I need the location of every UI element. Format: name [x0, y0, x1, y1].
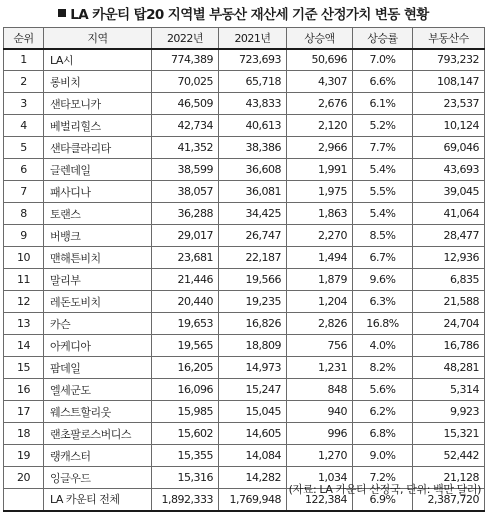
increase-amount-cell: 1,863: [287, 203, 353, 225]
property-count-cell: 10,124: [413, 115, 485, 137]
value-2022-cell: 19,565: [152, 335, 219, 357]
region-cell: 말리부: [44, 269, 152, 291]
region-cell: 샌타모니카: [44, 93, 152, 115]
rank-cell: 14: [4, 335, 44, 357]
increase-rate-cell: 6.7%: [353, 247, 413, 269]
region-cell: 랜초팔로스버디스: [44, 423, 152, 445]
value-2022-cell: 38,057: [152, 181, 219, 203]
rank-cell: 20: [4, 467, 44, 489]
increase-rate-cell: 7.7%: [353, 137, 413, 159]
property-count-cell: 23,537: [413, 93, 485, 115]
rank-cell: 16: [4, 379, 44, 401]
value-2022-cell: 23,681: [152, 247, 219, 269]
header-increase-amount: 상승액: [287, 28, 353, 49]
value-2022-cell: 774,389: [152, 49, 219, 71]
region-cell: LA 카운티 전체: [44, 489, 152, 511]
increase-amount-cell: 2,966: [287, 137, 353, 159]
property-count-cell: 16,786: [413, 335, 485, 357]
rank-cell: 3: [4, 93, 44, 115]
region-cell: 랭캐스터: [44, 445, 152, 467]
page-title: [0, 2, 487, 24]
rank-cell: 13: [4, 313, 44, 335]
rank-cell: 15: [4, 357, 44, 379]
property-count-cell: 12,936: [413, 247, 485, 269]
increase-rate-cell: 5.2%: [353, 115, 413, 137]
table-row: [4, 357, 485, 379]
increase-rate-cell: 8.2%: [353, 357, 413, 379]
region-cell: 베벌리힐스: [44, 115, 152, 137]
table-row: [4, 159, 485, 181]
increase-rate-cell: 7.2%: [353, 467, 413, 489]
value-2021-cell: 19,566: [219, 269, 287, 291]
rank-cell: 2: [4, 71, 44, 93]
table-row: [4, 93, 485, 115]
value-2021-cell: 14,282: [219, 467, 287, 489]
increase-amount-cell: 2,270: [287, 225, 353, 247]
square-bullet-icon: [58, 9, 66, 17]
table-row: [4, 225, 485, 247]
value-2021-cell: 19,235: [219, 291, 287, 313]
table-row: [4, 203, 485, 225]
source-note: (자료: LA 카운티 산정국, 단위: 백만 달러): [288, 483, 481, 496]
property-count-cell: 5,314: [413, 379, 485, 401]
value-2022-cell: 15,985: [152, 401, 219, 423]
value-2022-cell: 1,892,333: [152, 489, 219, 511]
region-cell: 웨스트할리웃: [44, 401, 152, 423]
table-row: [4, 269, 485, 291]
increase-amount-cell: 1,034: [287, 467, 353, 489]
region-cell: 아케디아: [44, 335, 152, 357]
value-2021-cell: 65,718: [219, 71, 287, 93]
value-2022-cell: 15,355: [152, 445, 219, 467]
value-2021-cell: 36,081: [219, 181, 287, 203]
region-cell: 팜데일: [44, 357, 152, 379]
table-row: [4, 313, 485, 335]
table-row: [4, 247, 485, 269]
value-2022-cell: 16,205: [152, 357, 219, 379]
table-row: [4, 401, 485, 423]
rank-cell: 19: [4, 445, 44, 467]
increase-amount-cell: 50,696: [287, 49, 353, 71]
value-2021-cell: 15,247: [219, 379, 287, 401]
table-body: [4, 49, 485, 511]
table-row: [4, 291, 485, 313]
increase-amount-cell: 2,826: [287, 313, 353, 335]
rank-cell: 10: [4, 247, 44, 269]
rank-cell: 9: [4, 225, 44, 247]
increase-amount-cell: 1,975: [287, 181, 353, 203]
value-2022-cell: 21,446: [152, 269, 219, 291]
increase-rate-cell: 4.0%: [353, 335, 413, 357]
property-count-cell: 6,835: [413, 269, 485, 291]
region-cell: 카슨: [44, 313, 152, 335]
increase-amount-cell: 122,384: [287, 489, 353, 511]
value-2021-cell: 38,386: [219, 137, 287, 159]
header-2021: 2021년: [219, 28, 287, 49]
value-2021-cell: 14,084: [219, 445, 287, 467]
rank-cell: 4: [4, 115, 44, 137]
property-count-cell: 108,147: [413, 71, 485, 93]
increase-amount-cell: 756: [287, 335, 353, 357]
property-count-cell: 41,064: [413, 203, 485, 225]
value-2021-cell: 1,769,948: [219, 489, 287, 511]
region-cell: 샌타클라리타: [44, 137, 152, 159]
value-2021-cell: 22,187: [219, 247, 287, 269]
title-text: LA 카운티 탑20 지역별 부동산 재산세 기준 산정가치 변동 현황: [70, 7, 429, 23]
increase-rate-cell: 9.0%: [353, 445, 413, 467]
property-count-cell: 52,442: [413, 445, 485, 467]
property-count-cell: 28,477: [413, 225, 485, 247]
value-2022-cell: 38,599: [152, 159, 219, 181]
value-2022-cell: 41,352: [152, 137, 219, 159]
property-count-cell: 9,923: [413, 401, 485, 423]
increase-amount-cell: 1,879: [287, 269, 353, 291]
header-region: 지역: [44, 28, 152, 49]
increase-rate-cell: 5.6%: [353, 379, 413, 401]
table-row: [4, 379, 485, 401]
increase-rate-cell: 16.8%: [353, 313, 413, 335]
rank-cell: 17: [4, 401, 44, 423]
value-2022-cell: 15,316: [152, 467, 219, 489]
value-2021-cell: 43,833: [219, 93, 287, 115]
rank-cell: 12: [4, 291, 44, 313]
region-cell: 잉글우드: [44, 467, 152, 489]
property-count-cell: 2,387,720: [413, 489, 485, 511]
region-cell: 엘세군도: [44, 379, 152, 401]
value-2021-cell: 723,693: [219, 49, 287, 71]
value-2021-cell: 40,613: [219, 115, 287, 137]
value-2021-cell: 16,826: [219, 313, 287, 335]
header-increase-rate: 상승률: [353, 28, 413, 49]
region-cell: LA시: [44, 49, 152, 71]
increase-amount-cell: 1,991: [287, 159, 353, 181]
value-2022-cell: 16,096: [152, 379, 219, 401]
property-count-cell: 793,232: [413, 49, 485, 71]
header-rank: 순위: [4, 28, 44, 49]
table-row: [4, 49, 485, 71]
property-count-cell: 43,693: [413, 159, 485, 181]
region-cell: 레돈도비치: [44, 291, 152, 313]
value-2021-cell: 36,608: [219, 159, 287, 181]
increase-amount-cell: 940: [287, 401, 353, 423]
value-2022-cell: 36,288: [152, 203, 219, 225]
increase-amount-cell: 1,494: [287, 247, 353, 269]
rank-cell: 5: [4, 137, 44, 159]
region-cell: 롱비치: [44, 71, 152, 93]
value-2022-cell: 46,509: [152, 93, 219, 115]
increase-rate-cell: 5.5%: [353, 181, 413, 203]
rank-cell: 1: [4, 49, 44, 71]
value-2021-cell: 26,747: [219, 225, 287, 247]
region-cell: 맨해튼비치: [44, 247, 152, 269]
rank-cell: 18: [4, 423, 44, 445]
value-2021-cell: 34,425: [219, 203, 287, 225]
increase-rate-cell: 6.9%: [353, 489, 413, 511]
table-row: [4, 137, 485, 159]
rank-cell: 6: [4, 159, 44, 181]
increase-amount-cell: 1,204: [287, 291, 353, 313]
rank-cell: 11: [4, 269, 44, 291]
rank-cell: 7: [4, 181, 44, 203]
region-cell: 버뱅크: [44, 225, 152, 247]
table-row: [4, 335, 485, 357]
property-count-cell: 69,046: [413, 137, 485, 159]
increase-rate-cell: 7.0%: [353, 49, 413, 71]
table-header-row: [4, 28, 485, 49]
property-count-cell: 21,588: [413, 291, 485, 313]
increase-rate-cell: 6.8%: [353, 423, 413, 445]
rank-cell: 8: [4, 203, 44, 225]
increase-rate-cell: 6.1%: [353, 93, 413, 115]
increase-amount-cell: 2,676: [287, 93, 353, 115]
value-2021-cell: 15,045: [219, 401, 287, 423]
table-row: [4, 181, 485, 203]
table-row: [4, 445, 485, 467]
table-row: [4, 115, 485, 137]
increase-rate-cell: 5.4%: [353, 203, 413, 225]
increase-rate-cell: 9.6%: [353, 269, 413, 291]
value-2021-cell: 14,973: [219, 357, 287, 379]
increase-rate-cell: 6.6%: [353, 71, 413, 93]
header-property-count: 부동산수: [413, 28, 485, 49]
increase-amount-cell: 1,270: [287, 445, 353, 467]
property-count-cell: 48,281: [413, 357, 485, 379]
region-cell: 패사디나: [44, 181, 152, 203]
increase-rate-cell: 8.5%: [353, 225, 413, 247]
region-cell: 토랜스: [44, 203, 152, 225]
value-2022-cell: 19,653: [152, 313, 219, 335]
increase-amount-cell: 996: [287, 423, 353, 445]
increase-amount-cell: 848: [287, 379, 353, 401]
increase-amount-cell: 2,120: [287, 115, 353, 137]
increase-rate-cell: 6.3%: [353, 291, 413, 313]
value-2022-cell: 42,734: [152, 115, 219, 137]
region-cell: 글렌데일: [44, 159, 152, 181]
property-count-cell: 24,704: [413, 313, 485, 335]
data-table: [3, 27, 485, 512]
value-2022-cell: 29,017: [152, 225, 219, 247]
increase-rate-cell: 6.2%: [353, 401, 413, 423]
table-row: [4, 71, 485, 93]
increase-rate-cell: 5.4%: [353, 159, 413, 181]
value-2022-cell: 20,440: [152, 291, 219, 313]
value-2022-cell: 70,025: [152, 71, 219, 93]
increase-amount-cell: 1,231: [287, 357, 353, 379]
property-count-cell: 39,045: [413, 181, 485, 203]
increase-amount-cell: 4,307: [287, 71, 353, 93]
property-count-cell: 21,128: [413, 467, 485, 489]
value-2021-cell: 18,809: [219, 335, 287, 357]
value-2022-cell: 15,602: [152, 423, 219, 445]
header-2022: 2022년: [152, 28, 219, 49]
table-row: [4, 423, 485, 445]
value-2021-cell: 14,605: [219, 423, 287, 445]
property-count-cell: 15,321: [413, 423, 485, 445]
